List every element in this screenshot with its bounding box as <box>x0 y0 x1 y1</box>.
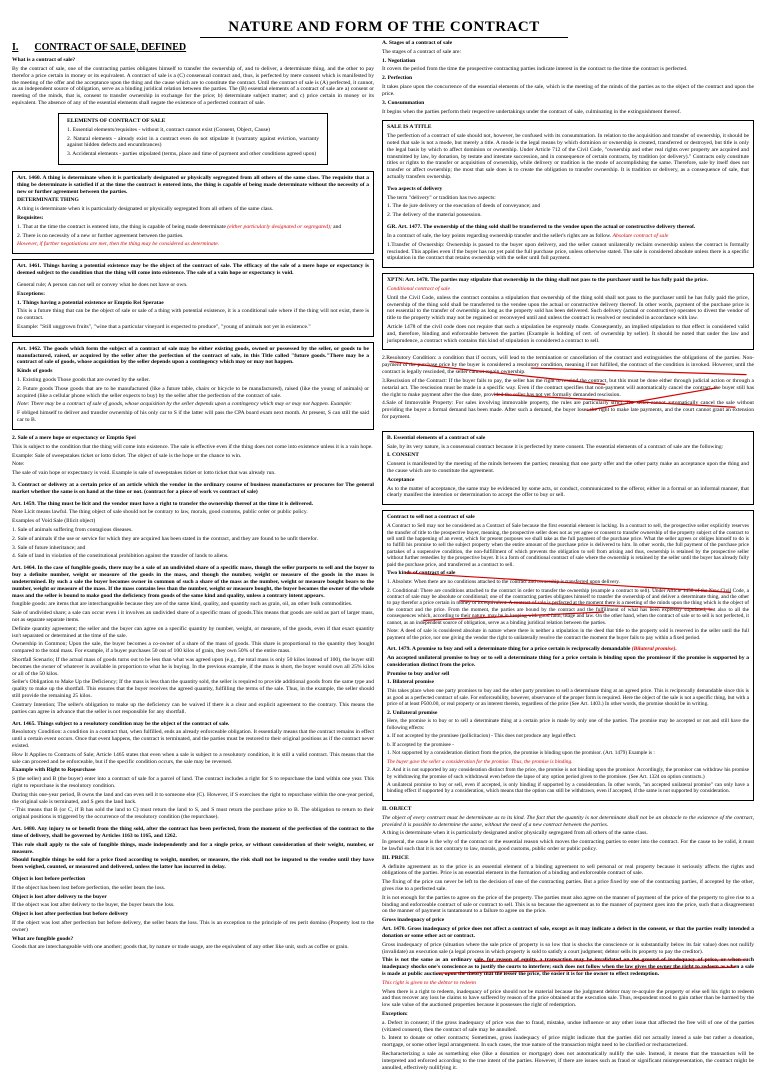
paragraph: A unilateral promise to buy or sell, even if accepted, is only binding if supported by a consideration. In other words, "an accepted unilateral promise" can only have a binding effect if supported by a consideration, which means that the option can still be withdrawn, even if accepted, if the same is not supported by consideration. <box>387 781 749 795</box>
subheading: 3. Contract or delivery at a certain price of an article which the vendor in the ordinary course of business manufactures or procures for The general market whether the same is on hand at the time or not. (contract for a piece of work vs contract of sale) <box>12 481 374 495</box>
paragraph: Here, the promise is to buy or to sell a determinate thing at a certain price is made by only one of the parties. The promise may be accepted or not and still have the following effects: <box>387 718 749 731</box>
article-1461-box <box>12 259 374 337</box>
subheading: Two aspects of delivery <box>387 185 443 192</box>
paragraph: A thing is determinate when it is particularly designated and/or physically segregated from all others of the same class. <box>382 830 648 837</box>
list-item: 2. The delivery of the material possession. <box>387 212 482 219</box>
document-title: NATURE AND FORM OF THE CONTRACT <box>228 19 540 35</box>
paragraph: This is subject to the condition that the thing will come into existence. The sale is effective even if the thing does not come into existence unless it is a vain hope. <box>12 443 373 450</box>
subheading: II. OBJECT <box>382 805 412 812</box>
paragraph: The object of every contract must be determinate as to its kind. The fact that the quantity is not determinate shall not be an obstacle to the existence of the contract, provided it is possible to determine the same, without the need of a new contract between the parties. <box>382 814 754 828</box>
paragraph: How It Applies to Contracts of Sale; Article 1465 states that even when a sale is subject to a resolutory condition, it is still a valid contract. This means that the sale can proceed and be enforceable, but if the specific condition occurs, the sale may be reversed. <box>12 751 374 765</box>
list-item: 2. And it is not supported by any consideration distinct from the price, the promise is not binding upon the promisor. Accordingly, the promisor can withdraw his promise by withdrawing the promise of such withdrawal even before the lapse of any option period given to the promisee. (See Art. 1324 on option contracts.) <box>387 767 749 780</box>
subheading: Object is lost after delivery to the buyer <box>12 893 107 900</box>
xptn-box <box>382 273 754 350</box>
note: Note: There may be a contract of sale of goods, whose acquisition by the seller depends upon a contingency which may or may not happen. Example: <box>17 401 352 408</box>
red-annotation: The buyer gave the seller a consideration for the promise. Thus, the promise is binding. <box>387 758 573 765</box>
paragraph: F obliged himself to deliver and transfer ownership of his only car to S if the latter will pass the CPA board exam next month. At present, S can still the said car to B. <box>17 410 369 424</box>
paragraph: Until the Civil Code, unless the contract contains a stipulation that ownership of the thing sold shall not pass to the purchaser until he has fully paid the price, ownership of the thing sold shall be transferred to the vendee upon the actual or constructive delivery thereof. In other words, payment of the purchase price is not essential to the transfer of ownership as long as the property sold has been delivered. Such delivery (actual or constructive) operates to divest the vendor of title to the property which may not be regained or reconveyed until and unless the contract is resolved or rescinded in accordance with law. <box>387 294 749 322</box>
list-item: b. If accepted by the promisee - <box>387 741 454 748</box>
paragraph: Gross inadequacy of price (situation where the sale price of property is so low that is shocks the conscience or is substantially below its fair value) does not nullify (invalidate) an execution sale (a legal process in which property is sold to satisfy a court judgment; debtor sells its property to pay the creditor). <box>382 941 754 955</box>
list-item: 1. Not supported by a consideration distinct from the price, the promise is binding upon the promisor. (Art. 1479) Example is : <box>387 750 655 757</box>
list-item: a. Defect in consent; if the gross inadequacy of price was due to fraud, mistake, undue influence or any other issue that affected the free will of one of the parties (vitiated consent), then the contract of sale may be annulled. <box>382 1019 754 1033</box>
paragraph: It covers the period from the time the prospective contracting parties indicate interest in the contract to the time the contract is perfected. <box>382 66 688 73</box>
paragraph: Recharacterizing a sale as something else (like a donation or mortgage) does not automatically nullify the sale. Instead, it means that the transaction will be interpreted and enforced according to the true intent of the parties. However, if there are issues such as fraud or significant misrepresentation, the contract might be annulled, effectively nullifying it. <box>382 1051 754 1071</box>
paragraph: Should fungible things be sold for a price fixed according to weight, number, or measure, the risk shall not be imputed to the vendee until they have been weighed, counted, or measured and delivered, unless the latter has incurred in delay. <box>12 857 374 871</box>
note: Note: A deed of sale is considered absolute in nature where there is neither a stipulation in the deed that title to the property sold is reserved in the seller until the full payment of the price, nor one giving the vendor the right to unilaterally resolve the contract the moment the buyer fails to pay within a fixed period. <box>387 628 749 641</box>
list-item: 2. Sale of animals if the use or service for which they are acquired has been stated in the contract, and they are found to be unfit therefor. <box>12 535 318 542</box>
subheading: Exceptions: <box>17 290 45 297</box>
paragraph: An accepted unilateral promise to buy or to sell a determinate thing for a price certain is binding upon the promissor if the promise is supported by a consideration distinct from the price. <box>387 654 749 668</box>
paragraph: Examples of Void Sale (Illicit object) <box>12 518 96 525</box>
paragraph: If the object has been lost before perfection, the seller bears the loss. <box>12 884 166 891</box>
list-item: 2. There is no necessity of a new or further agreement between the parties. <box>17 232 184 239</box>
list-item: 3. Consummation <box>382 99 425 106</box>
list-item: 1. Sale of animals suffering from contagious diseases. <box>12 527 133 533</box>
red-annotation: However, if further negotiations are met, then the thing may be considered as determinate. <box>17 241 220 248</box>
subheading: A. Stages of a contract of sale <box>382 40 453 46</box>
subheading: Exception: <box>382 1011 408 1018</box>
subheading: Gross inadequacy of price <box>382 917 445 924</box>
subheading: III. PRICE <box>382 854 409 861</box>
paragraph: The stages of a contract of sale are: <box>382 48 462 55</box>
paragraph: Ownership in Common; Upon the sale, the buyer becomes a co-owner of a share of the mass of goods. This share is proportional to the quantity they bought compared to the total mass. For example, if a buyer purchases 50 out of 100 kilos of grain, they own 50% of the entire mass. <box>12 641 374 655</box>
list-item: a. If not accepted by the promisee (pollicitacion) - This does not produce any legal effect. <box>387 733 577 740</box>
paragraph: This rule shall apply to the sale of fungible things, made independently and for a single price, or without consideration of their weight, number, or measure. <box>12 841 374 855</box>
subheading: Kinds of goods <box>17 368 53 375</box>
article-heading: Art. 1460. A thing is determinate when it is particularly designated or physically segregated from all others of the same class. The requisite that a thing be determinate is satisfied if at the time the contract is entered into, the thing is capable of being made determinate without the necessity of a new or further agreement between the parties. <box>17 174 369 195</box>
list-item: 3. Accidental elements - parties stipulated (terms, place and time of payment and other conditions agreed upon) <box>67 151 317 158</box>
question-heading: What is a contract of sale? <box>12 57 76 64</box>
struck-section <box>382 355 754 420</box>
contract-to-sell-box <box>382 510 754 801</box>
paragraph: It takes place upon the concurrence of the essential elements of the sale, which is the meeting of the minds of the parties as to the object of the contract and upon the price. <box>382 84 754 97</box>
paragraph: As to the matter of acceptance, the same may be evidenced by some acts, or conduct, communicated to the offeror, either in a formal or an informal manner, that clearly manifest the intention or determination to accept the offer to buy or sell. <box>387 485 749 499</box>
list-item: 1. Absolute: When there are no conditions attached to the contract and ownership is transferred upon delivery. <box>387 579 620 586</box>
paragraph: If the object was lost after perfection but before delivery, the seller bears the loss. This is an exception to the principle of res perit domino (Property lost to the owner) <box>12 920 374 933</box>
paragraph: Example: Sale of sweepstakes ticket or lotto ticket. The object of sale is the hope or the chance to win. <box>12 452 242 459</box>
sale-is-title-box <box>382 120 754 268</box>
paragraph: This is not the same as an ordinary sale, for reason of equity, a transaction may be invalidated on the ground of inadequacy of price, or when such inadequacy shocks one's conscience as to justify the courts to interfere; such does not follow when the law gives the owner the right to redeem as when a sale is made at public auction, upon the theory that the lesser the price, the easier it is for the owner to effect redemption. <box>382 957 754 977</box>
article-heading: Art. 1465. Things subject to a resolutory condition may be the object of the contract of sale. <box>12 720 230 727</box>
red-annotation: This right is given to the debtor to redeem <box>382 979 476 986</box>
paragraph: By the contract of sale, one of the contracting parties obligates himself to transfer the ownership of, and to deliver, a determinate thing, and the other to pay therefor a price certain in money or its equivalent. A contract of sale is a (C) consensual contract and, thus, is perfected by mere consent which is manifested by the meeting of the offer and the acceptance upon the thing and the cause which are to constitute the contract. Until the contract of sale is (A) perfected, it cannot, as an independent source of obligation, serve as a binding juridical relation between the parties. The (B) essential elements of a contract of sale are a) consent or meeting of the minds, that is, consent to transfer ownership in exchange for the price; b) determinate subject matter; and c) price certain in money or its equivalent. The absence of any of the essential elements shall negate the existence of a perfected contract of sale. <box>12 66 374 107</box>
paragraph: Article 1478 of the civil code does not require that such a stipulation be expressly made. Consequently, an implied stipulation to that effect is considered valid and, therefore, binding and enforceable between the parties (Example is holding of cert. of ownership by seller). It should be noted that under the law and jurisprudence, a contract which contains this kind of stipulation is considered a contract to sell. <box>387 324 749 344</box>
paragraph: Contrary Intention; The seller's obligation to make up the deficiency can be waived if there is a clear and explicit agreement to the contrary. This means the parties can agree in advance that the seller is not responsible for any shortfall. <box>12 701 374 715</box>
article-1460-box <box>12 171 374 254</box>
article-heading: Art. 1461. Things having a potential existence may be the object of the contract of sale. The efficacy of the sale of a mere hope or expectancy is deemed subject to the condition that the thing will come into existence. The sale of a vain hope or expectancy is void. <box>17 263 369 277</box>
paragraph: A Contract to Sell may not be considered as a Contract of Sale because the first essential element is lacking. In a contract to sell, the prospective seller explicitly reserves the transfer of title to the prospective buyer, meaning, the prospective seller does not as yet agree or consent to transfer ownership of the property subject of the contract to sell until the happening of an event, which for present purposes we shall take as the full payment of the purchase price. What the seller agrees or obliges himself to do is to fulfill his promise to sell the subject property when the entire amount of the purchase price is delivered to him. In other words, the full payment of the purchase price partakes of a suspensive condition, the non-fulfillment of which prevents the obligation to sell from arising and thus, ownership is retained by the prospective seller without further remedies by the prospective buyer. It is a form of conditional contract of sale where the ownership is retained by the seller until the buyer has already fully paid the purchase price, and transferred as a contract to sell. <box>387 523 749 568</box>
list-item: 2. Natural elements - already exist in a contract even do not stipulate it (warranty against eviction, warranty against hidden defects and encumbrances) <box>67 135 319 149</box>
article-heading: Art. 1459. The thing must be licit and the vendor must have a right to transfer the ownership thereof at the time it is delivered. <box>12 500 314 507</box>
paragraph: It is not enough for the parties to agree on the price of the property. The parties must also agree on the manner of payment of the price of the property to give rise to a binding and enforceable contract of sale or contract to sell. This is so because the agreement as to the manner of payment goes into the price, such that a disagreement on the manner of payment is tantamount to a failure to agree on the price. <box>382 894 754 915</box>
right-column <box>382 40 754 1074</box>
list-item: 2. Unilateral promise <box>387 709 438 716</box>
paragraph: 4.Sale of Immovable Property: For sales involving immovable property, the rules are particularly strict. The seller cannot automatically cancel the sale without providing the buyer a formal demand has been made. After such a demand, the buyer loses the right to make late payments, and the court cannot grant an extension for payment. <box>382 400 754 420</box>
paragraph: The sale of vain hope or expectancy is void. Example is sale of sweepstakes ticket or lotto ticket that was already run. <box>12 470 276 477</box>
list-item: 2. Conditional: There are conditions attached to the contract in order to transfer the ownership (example a contract to sell). Under Article 1458 of the New Civil Code, a contract of sale may be absolute or conditional; one of the contracting parties obligates himself to transfer the ownership of and deliver a determinate thing, and the other to pay therefor a price certain in money or its equivalent. A contract of sale is perfected at the moment there is a meeting of the minds upon the thing which is the object of the contract and the price. From the moment, the parties are bound by the contract and the fulfillment of what has been expressly stipulated, but also to all the consequences which, according to their nature, may be in keeping with good faith, usage and law. On the other hand, when the contract of sale or to sell is not perfected, it cannot, as an independent source of obligation, serve as a binding juridical relation between the parties. <box>387 587 749 626</box>
list-item: 2. Future goods Those goods that are to be manufactured (like a future table, chairs or bicycle to be manufactured), raised (like the young of animals) or acquired (like a cellular phone which the seller expects to buy) by the seller after the perfection of the contract of sale. <box>17 385 369 399</box>
paragraph: Seller's Obligation to Make Up the Deficiency; If the mass is less than the quantity sold, the seller is required to provide additional goods from the same type and quality to make up the shortfall. This ensures that the buyer receives the agreed quantity, fulfilling the terms of the sale. Thus, in the example, the seller should still provide the remaining 25 kilos. <box>12 679 374 700</box>
paragraph: General rule; A person can not sell or convey what he does not have or own. <box>17 281 188 288</box>
paragraph: 2.Resolutory Condition: a condition that if occurs, will lead to the termination or cancellation of the contract and extinguishes the obligations of the parties. Non-payment of the purchase price by the buyer is considered a resolutory condition, meaning if not fulfilled, the contract of the condition is invoked. However, until the contract is legally rescinded, the seller cannot regain ownership. <box>382 355 754 376</box>
paragraph: S (the seller) and B (the buyer) enter into a contract of sale for a parcel of land. The contract includes a right for S to repurchase the land within one year. This right to repurchase is the resolutory condition. <box>12 776 374 789</box>
subheading: I. CONSENT <box>387 452 420 459</box>
struck-section <box>387 570 749 626</box>
article-heading: Art. 1462. The goods which form the subject of a contract of sale may be either existing goods, owned or possessed by the seller, or goods to be manufactured, raised, or acquired by the seller after the perfection of the contract of sale, in this Title called "future goods."There may be a contract of sale of goods, whose acquisition by the seller depends upon a contingency which may or may not happen. <box>17 345 369 366</box>
paragraph: If the object was lost after delivery to the buyer, the buyer bears the loss. <box>12 902 175 909</box>
paragraph: fungible goods: are items that are interchangeable because they are of the same kind, quality, and quantity such as grain, oil, an other bulk commodities. <box>12 601 353 608</box>
paragraph: The perfection of a contract of sale should not, however, be confused with its consummation. In relation to the acquisition and transfer of ownership, it should be noted that sale is not a mode, but merely a title. A mode is the legal means by which dominion or ownership is created, transferred or destroyed, but title is only the legal basis by which to affect dominion or ownership. Under Article 712 of the Civil Code, "ownership and other real rights over property are acquired and transmitted by law, by donation, by testate and intestate succession, and in consequence of certain contracts, by tradition (or delivery)." Contracts only constitute titles or rights to the transfer or acquisition of ownership, while delivery or tradition is the mode of accomplishing the same. Therefore, sale by itself does not transfer or affect ownership; the most that sale does is to create the obligation to transfer ownership. It is tradition or delivery, as a consequence of sale, that actually transfers ownership. <box>387 133 749 180</box>
paragraph: Note Licit means lawful. The thing object of sale should not be contrary to law, morals, good customs, public order or public policy. <box>12 509 308 516</box>
box-heading: ELEMENTS OF CONTRACT OF SALE <box>67 117 166 124</box>
subheading: B. Essential elements of a contract of sale <box>387 434 486 441</box>
paragraph: When there is a right to redeem, inadequacy of price should not be material because the judgment debtor may re-acquire the property or else sell his right to redeem and thus recover any loss he claims to have suffered by reason of the price obtained at the execution sale. Thus, respondent stood to gain rather than be harmed by the low sale value of the auctioned properties because it possesses the right of redemption. <box>382 988 754 1009</box>
list-item: 1. The de jure delivery or the execution of deeds of conveyance; and <box>387 203 541 210</box>
article-heading: Art. 1480. Any injury to or benefit from the thing sold, after the contract has been perfected, from the moment of the perfection of the contract to the time of delivery, shall be governed by Articles 1163 to 1165, and 1262. <box>12 826 374 839</box>
list-item: 1. Things having a potential existence or Emptio Rei Speratae <box>17 299 164 306</box>
subheading: DETERMINATE THING <box>17 197 79 204</box>
list-item: 1. Negotiation <box>382 57 416 64</box>
article-heading: Art. 1464. In the case of fungible goods, there may be a sale of an undivided share of a specific mass, though the seller purports to sell and the buyer to buy a definite number, weight or measure of the goods in the mass, and though the number, weight or measure of the goods in the mass is undetermined. By such a sale the buyer becomes owner in common of such a share of the mass as the number, weight or measure bought bears to the number, weight or measure of the mass. If the mass contains less than the number, weight or measure bought, the buyer becomes the owner of the whole mass and the seller is bound to make good the deficiency from goods of the same kind and quality, unless a contrary intent appears. <box>12 565 374 599</box>
elements-box <box>58 113 328 165</box>
paragraph: Goods that are interchangeable with one another; goods that, by nature or trade usage, are the equivalent of any other like unit, such as coffee or grain. <box>12 944 349 951</box>
list-item: b. Intent to donate or other contracts; Sometimes, gross inadequacy of price might indicate that the parties did not actually intend a sale but rather a donation, mortgage, or some other legal arrangement. In such cases, the true nature of the transaction might need to be clarified or recharacterized. <box>382 1035 754 1049</box>
paragraph: Definite quantity agreement; the seller and the buyer can agree on a specific quantity by number, weight, or measure, of the goods, even if that exact quantity isn't separated or determined at the time of the sale. <box>12 625 374 639</box>
left-column <box>12 40 374 953</box>
list-item: 1. Essential elements/requisites - without it, contract cannot exist (Consent, Object, Cause) <box>67 126 271 133</box>
list-item: 3. Sale of future inheritance; and <box>12 544 86 551</box>
subheading: Requisites: <box>17 215 44 221</box>
article-heading: Art. 1470. Gross inadequacy of price does not affect a contract of sale, except as it may indicate a defect in the consent, or that the parties really intended a donation or some other act or contract. <box>382 926 754 939</box>
paragraph: In a contract of sale, the key points regarding ownership transfer and the seller's rights are as follow. Absolute contract of sale <box>387 232 669 239</box>
paragraph: The fixing of the price can never be left to the decision of one of the contracting parties. But a price fixed by one of the contracting parties, if accepted by the other, gives rise to a perfected sale. <box>382 879 754 893</box>
paragraph: Consent is manifested by the meeting of the minds between the parties; meaning that one party offer and the other party make an acceptance upon the thing and the cause which are to constitute the agreement. <box>387 461 749 474</box>
essential-elements-box <box>382 431 754 506</box>
red-annotation: Conditional contract of sale <box>387 285 450 292</box>
paragraph: Example: "Still unggrown fruits", "wine that a particular vineyard is expected to produce", "young of animals not yet in existence." <box>17 323 311 330</box>
subheading: What are fungible goods? <box>12 935 74 942</box>
paragraph: - This means that B (or C, if B has sold the land to C) must return the land to S, and S must return the purchase price to B. The obligation to return to their original positions is triggered by the occurrence of the resolutory condition (the repurchase). <box>12 807 374 821</box>
struck-section <box>382 957 754 986</box>
subheading: Example with Right to Repurchase <box>12 767 96 774</box>
paragraph: It begins when the parties perform their respective undertakings under the contract of sale, culminating in the extinguishment thereof. <box>382 108 681 115</box>
subheading: Promise to buy and/or sell <box>387 670 450 677</box>
paragraph: Note: <box>12 461 25 468</box>
paragraph: In general, the cause is the why of the contract or the essential reason which moves the contracting parties to enter into the contract. For the cause to be valid, it must be lawful such that it is not contrary to law, morals, good customs, public order or public policy. <box>382 839 754 852</box>
paragraph: The term "delivery" or tradition has two aspects: <box>387 194 496 201</box>
list-item: 1. Bilateral promise <box>387 679 434 686</box>
article-1462-box <box>12 342 374 430</box>
subheading: Acceptance <box>387 476 415 483</box>
article-heading: XPTN: Art. 1478. The parties may stipulate that ownership in the thing shall not pass to the purchaser until he has fully paid the price. <box>387 277 708 284</box>
box-heading: SALE IS A TITLE <box>387 124 432 131</box>
list-item: 1. That at the time the contract is entered into, the thing is capable of being made determinate (either particularly designated or segregated); and <box>17 223 342 230</box>
subheading: 2. Sale of a mere hope or expectancy or Emptio Spei <box>12 434 136 441</box>
list-item: 4. Sale of land in violation of the constitutional prohibition against the transfer of lands to aliens. <box>12 553 229 560</box>
paragraph: A thing is determinate when it is particularly designated or physically segregated from all others of the same class. <box>17 206 274 213</box>
box-heading: Contract to sell not a contract of sale <box>387 514 475 521</box>
article-heading: GR. Art. 1477. The ownership of the thing sold shall be transferred to the vendee upon the actual or constructive delivery thereof. <box>387 224 696 231</box>
section-heading: I. CONTRACT OF SALE, DEFINED <box>12 42 187 53</box>
title-underline <box>200 37 568 38</box>
paragraph: Sale of undivided share; a sale can occur even i it involves an undivided share of a specific mass of goods.This means that goods are sold as part of larger mass, not as separate separate items. <box>12 610 374 623</box>
list-item: 2. Perfection <box>382 75 413 82</box>
subheading: Object is lost after perfection but before delivery <box>12 911 129 918</box>
article-heading: Art. 1479. A promise to buy and sell a determinate thing for a price certain is reciprocally demandable (Bilateral promise). <box>387 646 677 653</box>
paragraph: Sale, by its very nature, is a consensual contract because it is perfected by mere consent. The essential elements of a contract of sale are the following: <box>387 443 724 450</box>
paragraph: This is a future thing that can be the object of sale or sale of a thing with potential existence, it is a conditional sale where if the thing will not exist, there is no contract. <box>17 308 369 322</box>
paragraph: 3.Rescission of the Contract: If the buyer fails to pay, the seller has the right to rescind the contract, but this must be done either through judicial action or through a notarial act. The rescission must be made in a specific way. Even if the contract specifies that non-payment will automatically cancel the contract, the buyer still has the right to make payment after the due date, provided the seller has not yet formally demanded rescission. <box>382 377 754 398</box>
paragraph: Resolutory Condition: a condition in a contract that, when fulfilled, ends an already enforceable obligation. It essentially means that the contract remains in effect until a certain event occurs. Once that event happens, the contract is terminated, and the parties must be restored to their original positions as if the contract never existed. <box>12 729 374 749</box>
subheading: Two kinds of contract of sale <box>387 570 456 577</box>
paragraph: 1.Transfer of Ownership: Ownership is passed to the buyer upon delivery, and the seller cannot unilaterally reclaim ownership unless the contract is formally rescinded. This applies even if the buyer has not yet paid the full purchase price, unless otherwise stated. The sale is considered absolute unless there is a specific stipulation in the contract that retains ownership with the seller until full payment. <box>387 241 749 262</box>
list-item: 1. Existing goods Those goods that are owned by the seller. <box>17 377 150 383</box>
paragraph: This takes place when one party promises to buy and the other party promises to sell a determinate thing at an agreed price. This is reciprocally demandable since this is as good as a perfected contract of sale. For enforceability, however, observance of the proper form is required. Here the object of the sale is not a specific thing, but with a price of at least P500.00, or real property or an interest therein, regardless of the price (See Art. 1403.) In other words, the promise should be in writing. <box>387 688 749 708</box>
subheading: Object is lost before perfection <box>12 875 86 882</box>
paragraph: A definite agreement as to the price is an essential element of a binding agreement to sell personal or real property because it seriously affects the rights and obligations of the parties. Price is an essential element in the formation of a binding and enforceable contract of sale. <box>382 863 754 877</box>
paragraph: Shortfall Scenario; If the actual mass of goods turns out to be less than what was agreed upon (e.g., the total mass is only 50 kilos instead of 100), the buyer still becomes the owner of whatever is available in proportion to what he is buying. In the previous example, if the mass is short, the buyer would own all 25% kilos or all of the 50 kilos. <box>12 657 374 677</box>
paragraph: During this one-year period, B owns the land and can even sell it to someone else (C). However, if S exercises the right to repurchase within the one-year period, the original sale is terminated, and S gets the land back. <box>12 791 374 805</box>
